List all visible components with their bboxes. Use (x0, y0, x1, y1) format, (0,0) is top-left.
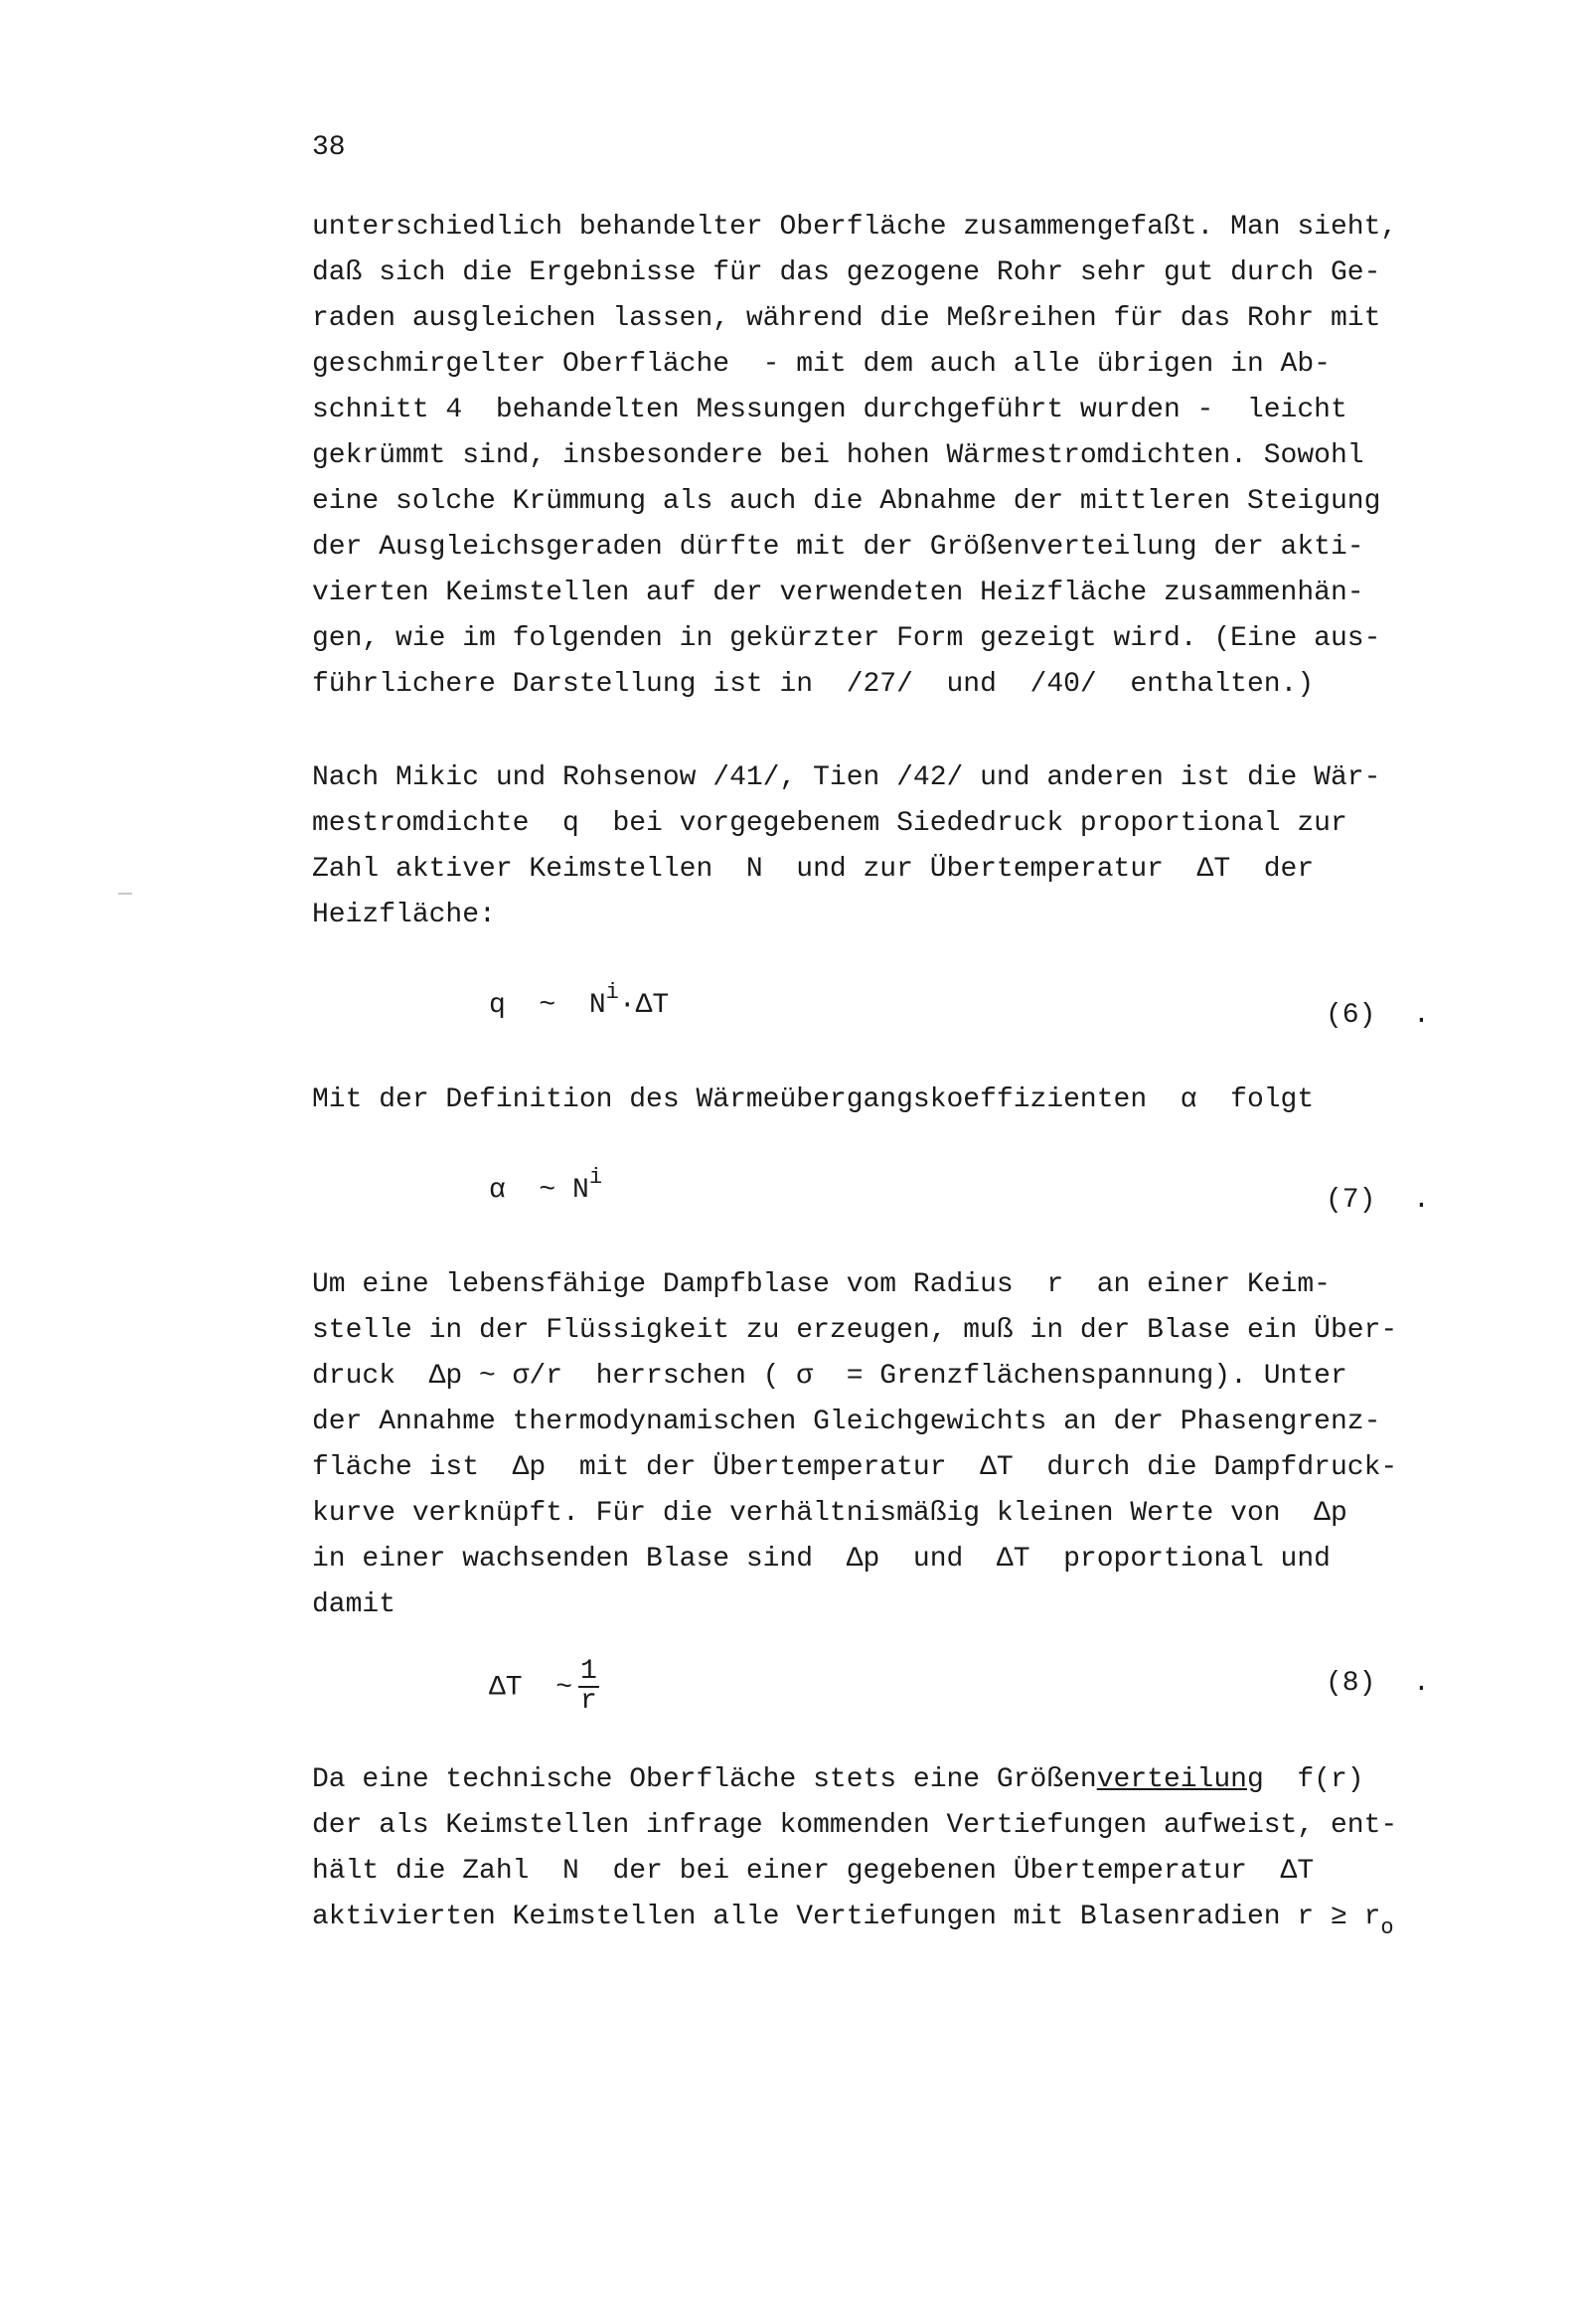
text-line: daß sich die Ergebnisse für das gezogene Rohr sehr gut durch Ge- (312, 257, 1381, 288)
text-line: der als Keimstellen infrage kommenden Vertiefungen aufweist, ent- (312, 1810, 1398, 1841)
text-line (312, 1895, 1397, 1940)
text-run: Da eine technische Oberfläche stets eine Größen (312, 1764, 1097, 1795)
underlined-word: verteilung (1096, 1764, 1264, 1795)
equation-6-expression (489, 980, 670, 1021)
text-line (312, 1757, 1397, 1803)
text-line: hält die Zahl N der bei einer gegebenen Übertemperatur ΔT (312, 1856, 1315, 1887)
text-line: Heizfläche: (312, 900, 496, 930)
equation-8 (0, 1658, 1577, 1718)
equation-6-number: (6) (1326, 1000, 1376, 1031)
text-line: der Annahme thermodynamischen Gleichgewichts an der Phasengrenz- (312, 1407, 1381, 1437)
equation-6-rhs: ·ΔT (618, 990, 670, 1021)
text-line: in einer wachsenden Blase sind Δp und ΔT proportional und (312, 1544, 1331, 1575)
paragraph-5 (312, 1757, 1397, 1940)
equation-7-dot: . (1413, 1185, 1430, 1216)
equation-6-dot: . (1413, 1000, 1430, 1031)
equation-6 (0, 980, 1577, 1050)
text-line: damit (312, 1589, 396, 1620)
equation-8-numerator: 1 (580, 1656, 597, 1687)
text-line: eine solche Krümmung als auch die Abnahme der mittleren Steigung (312, 486, 1381, 517)
paragraph-3 (312, 1078, 1314, 1123)
text-line: führlichere Darstellung ist in /27/ und /40/ enthalten.) (312, 669, 1315, 700)
text-line: Mit der Definition des Wärmeübergangskoeffizienten α folgt (312, 1084, 1315, 1115)
equation-8-lhs: ΔT ~ (489, 1672, 573, 1704)
text-line: mestromdichte q bei vorgegebenem Siededruck proportional zur (312, 808, 1347, 839)
equation-7-number: (7) (1326, 1185, 1376, 1216)
text-line: Nach Mikic und Rohsenow /41/, Tien /42/ und anderen ist die Wär- (312, 762, 1381, 793)
text-line: raden ausgleichen lassen, während die Meßreihen für das Rohr mit (312, 303, 1381, 334)
text-line: geschmirgelter Oberfläche - mit dem auch alle übrigen in Ab- (312, 349, 1331, 380)
text-line: der Ausgleichsgeraden dürfte mit der Größenverteilung der akti- (312, 532, 1364, 563)
text-line: Zahl aktiver Keimstellen N und zur Übertemperatur ΔT der (312, 854, 1315, 885)
text-line: vierten Keimstellen auf der verwendeten Heizfläche zusammenhän- (312, 578, 1364, 608)
text-line: stelle in der Flüssigkeit zu erzeugen, muß in der Blase ein Über- (312, 1315, 1398, 1346)
text-line: Um eine lebensfähige Dampfblase vom Radius r an einer Keim- (312, 1269, 1331, 1300)
subscript: o (1380, 1915, 1394, 1940)
paragraph-1 (312, 205, 1397, 708)
equation-6-exponent: i (605, 980, 619, 1005)
text-run: f(r) (1263, 1764, 1364, 1795)
text-line: unterschiedlich behandelter Oberfläche zusammengefaßt. Man sieht, (312, 212, 1398, 243)
equation-8-dot: . (1413, 1668, 1430, 1699)
text-line: kurve verknüpft. Für die verhältnismäßig kleinen Werte von Δp (312, 1498, 1347, 1529)
equation-6-lhs: q ~ N (489, 990, 606, 1021)
margin-mark (118, 893, 132, 895)
equation-7-exponent: i (588, 1165, 603, 1190)
paragraph-2 (312, 755, 1380, 938)
text-line: druck Δp ~ σ/r herrschen ( σ = Grenzflächenspannung). Unter (312, 1361, 1347, 1392)
text-line: schnitt 4 behandelten Messungen durchgeführt wurden - leicht (312, 395, 1347, 425)
equation-7 (0, 1165, 1577, 1235)
equation-7-lhs: α ~ N (489, 1175, 589, 1206)
equation-8-expression (489, 1658, 599, 1716)
equation-8-number: (8) (1326, 1668, 1376, 1699)
equation-8-fraction (578, 1658, 599, 1716)
text-line: gen, wie im folgenden in gekürzter Form gezeigt wird. (Eine aus- (312, 623, 1381, 654)
text-run: aktivierten Keimstellen alle Vertiefungen mit Blasenradien r ≥ r (312, 1902, 1381, 1932)
text-line: gekrümmt sind, insbesondere bei hohen Wärmestromdichten. Sowohl (312, 440, 1364, 471)
equation-8-denominator: r (580, 1686, 597, 1717)
text-line: fläche ist Δp mit der Übertemperatur ΔT durch die Dampfdruck- (312, 1452, 1398, 1483)
page-number: 38 (312, 132, 346, 163)
paragraph-4 (312, 1262, 1397, 1628)
equation-7-expression (489, 1165, 603, 1206)
